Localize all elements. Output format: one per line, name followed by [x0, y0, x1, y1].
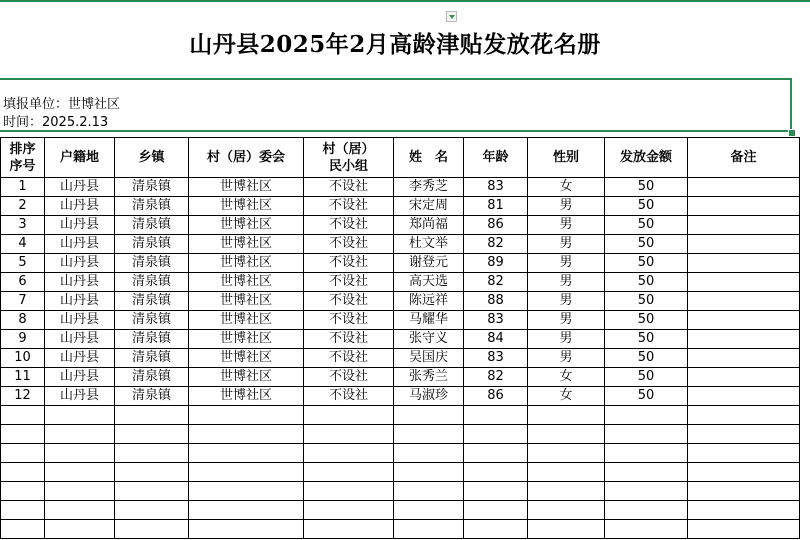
cell-seq[interactable]: 11 [1, 368, 45, 387]
cell-amount[interactable]: 50 [605, 387, 688, 406]
empty-cell[interactable] [304, 425, 394, 444]
empty-cell[interactable] [528, 482, 605, 501]
empty-cell[interactable] [394, 406, 464, 425]
empty-row [1, 425, 800, 444]
cell-township[interactable]: 清泉镇 [115, 254, 189, 273]
cell-villager-group[interactable]: 不设社 [304, 216, 394, 235]
empty-cell[interactable] [528, 520, 605, 539]
empty-cell[interactable] [304, 501, 394, 520]
empty-cell[interactable] [1, 406, 45, 425]
cell-household[interactable]: 山丹县 [45, 330, 115, 349]
cell-name[interactable]: 张秀兰 [394, 368, 464, 387]
empty-cell[interactable] [189, 520, 304, 539]
cell-seq[interactable]: 7 [1, 292, 45, 311]
cell-seq[interactable]: 12 [1, 387, 45, 406]
cell-seq[interactable]: 3 [1, 216, 45, 235]
empty-cell[interactable] [1, 520, 45, 539]
cell-name[interactable]: 李秀芝 [394, 178, 464, 197]
cell-household[interactable]: 山丹县 [45, 254, 115, 273]
cell-household[interactable]: 山丹县 [45, 197, 115, 216]
empty-cell[interactable] [688, 406, 800, 425]
cell-gender[interactable]: 男 [528, 216, 605, 235]
empty-row [1, 444, 800, 463]
cell-township[interactable]: 清泉镇 [115, 311, 189, 330]
cell-age[interactable]: 83 [464, 349, 528, 368]
cell-village-committee[interactable]: 世博社区 [189, 216, 304, 235]
cell-village-committee[interactable]: 世博社区 [189, 368, 304, 387]
reporting-unit-label: 填报单位：世博社区 [3, 97, 121, 112]
cell-seq[interactable]: 2 [1, 197, 45, 216]
empty-cell[interactable] [45, 444, 115, 463]
cell-remark[interactable] [688, 387, 800, 406]
cell-seq[interactable]: 5 [1, 254, 45, 273]
header-amount[interactable]: 发放金额 [605, 138, 688, 178]
cell-villager-group[interactable]: 不设社 [304, 349, 394, 368]
empty-cell[interactable] [1, 425, 45, 444]
cell-household[interactable]: 山丹县 [45, 349, 115, 368]
cell-village-committee[interactable]: 世博社区 [189, 254, 304, 273]
empty-cell[interactable] [688, 425, 800, 444]
empty-cell[interactable] [394, 463, 464, 482]
cell-household[interactable]: 山丹县 [45, 178, 115, 197]
cell-villager-group[interactable]: 不设社 [304, 368, 394, 387]
empty-cell[interactable] [528, 463, 605, 482]
empty-cell[interactable] [115, 444, 189, 463]
cell-age[interactable]: 86 [464, 387, 528, 406]
cell-name[interactable]: 陈远祥 [394, 292, 464, 311]
empty-row [1, 463, 800, 482]
header-row [1, 138, 800, 178]
cell-age[interactable]: 88 [464, 292, 528, 311]
table-row [1, 311, 800, 330]
cell-villager-group[interactable]: 不设社 [304, 387, 394, 406]
cell-household[interactable]: 山丹县 [45, 273, 115, 292]
cell-remark[interactable] [688, 216, 800, 235]
table-row [1, 292, 800, 311]
table-row [1, 216, 800, 235]
empty-cell[interactable] [189, 444, 304, 463]
empty-cell[interactable] [115, 463, 189, 482]
empty-cell[interactable] [394, 482, 464, 501]
cell-age[interactable]: 81 [464, 197, 528, 216]
empty-cell[interactable] [304, 520, 394, 539]
cell-age[interactable]: 84 [464, 330, 528, 349]
header-remark[interactable]: 备注 [688, 138, 800, 178]
cell-villager-group[interactable]: 不设社 [304, 178, 394, 197]
header-name[interactable]: 姓 名 [394, 138, 464, 178]
cell-township[interactable]: 清泉镇 [115, 349, 189, 368]
cell-villager-group[interactable]: 不设社 [304, 292, 394, 311]
cell-remark[interactable] [688, 235, 800, 254]
empty-cell[interactable] [688, 444, 800, 463]
empty-cell[interactable] [1, 463, 45, 482]
cell-age[interactable]: 83 [464, 178, 528, 197]
cell-age[interactable]: 82 [464, 368, 528, 387]
page-title: 山丹县2025年2月高龄津贴发放花名册 [189, 31, 601, 58]
cell-name[interactable]: 吴国庆 [394, 349, 464, 368]
cell-township[interactable]: 清泉镇 [115, 178, 189, 197]
header-township[interactable]: 乡镇 [115, 138, 189, 178]
empty-cell[interactable] [115, 482, 189, 501]
cell-household[interactable]: 山丹县 [45, 235, 115, 254]
cell-remark[interactable] [688, 197, 800, 216]
cell-villager-group[interactable]: 不设社 [304, 311, 394, 330]
cell-village-committee[interactable]: 世博社区 [189, 387, 304, 406]
cell-name[interactable]: 宋定周 [394, 197, 464, 216]
cell-gender[interactable]: 女 [528, 178, 605, 197]
empty-cell[interactable] [464, 406, 528, 425]
empty-cell[interactable] [394, 520, 464, 539]
empty-cell[interactable] [189, 406, 304, 425]
cell-gender[interactable]: 男 [528, 235, 605, 254]
empty-row [1, 406, 800, 425]
empty-cell[interactable] [189, 482, 304, 501]
empty-cell[interactable] [464, 444, 528, 463]
cell-age[interactable]: 83 [464, 311, 528, 330]
empty-cell[interactable] [464, 463, 528, 482]
cell-remark[interactable] [688, 330, 800, 349]
cell-amount[interactable]: 50 [605, 216, 688, 235]
cell-gender[interactable]: 男 [528, 311, 605, 330]
cell-amount[interactable]: 50 [605, 178, 688, 197]
cell-name[interactable]: 马淑珍 [394, 387, 464, 406]
cell-seq[interactable]: 8 [1, 311, 45, 330]
empty-cell[interactable] [528, 425, 605, 444]
empty-cell[interactable] [189, 501, 304, 520]
empty-cell[interactable] [45, 425, 115, 444]
empty-cell[interactable] [605, 501, 688, 520]
cell-township[interactable]: 清泉镇 [115, 330, 189, 349]
empty-cell[interactable] [304, 463, 394, 482]
cell-remark[interactable] [688, 254, 800, 273]
cell-seq[interactable]: 10 [1, 349, 45, 368]
empty-row [1, 501, 800, 520]
cell-seq[interactable]: 9 [1, 330, 45, 349]
cell-name[interactable]: 郑尚福 [394, 216, 464, 235]
cell-remark[interactable] [688, 178, 800, 197]
cell-remark[interactable] [688, 311, 800, 330]
empty-cell[interactable] [115, 520, 189, 539]
report-date-label: 时间：2025.2.13 [3, 115, 109, 130]
cell-remark[interactable] [688, 273, 800, 292]
cell-name[interactable]: 张守义 [394, 330, 464, 349]
cell-village-committee[interactable]: 世博社区 [189, 178, 304, 197]
empty-cell[interactable] [45, 406, 115, 425]
empty-cell[interactable] [528, 501, 605, 520]
cell-amount[interactable]: 50 [605, 273, 688, 292]
empty-cell[interactable] [304, 406, 394, 425]
header-village-committee[interactable]: 村（居）委会 [189, 138, 304, 178]
table-row [1, 197, 800, 216]
cell-amount[interactable]: 50 [605, 197, 688, 216]
cell-household[interactable]: 山丹县 [45, 216, 115, 235]
empty-cell[interactable] [688, 520, 800, 539]
cell-age[interactable]: 82 [464, 235, 528, 254]
fill-handle[interactable] [788, 129, 796, 137]
empty-cell[interactable] [394, 444, 464, 463]
empty-cell[interactable] [464, 520, 528, 539]
cell-household[interactable]: 山丹县 [45, 368, 115, 387]
cell-township[interactable]: 清泉镇 [115, 235, 189, 254]
empty-row [1, 520, 800, 539]
table-row [1, 387, 800, 406]
cell-amount[interactable]: 50 [605, 349, 688, 368]
empty-cell[interactable] [45, 501, 115, 520]
empty-cell[interactable] [45, 482, 115, 501]
cell-age[interactable]: 89 [464, 254, 528, 273]
sheet-top-border [0, 0, 810, 2]
table-row [1, 235, 800, 254]
cell-villager-group[interactable]: 不设社 [304, 235, 394, 254]
cell-villager-group[interactable]: 不设社 [304, 273, 394, 292]
empty-cell[interactable] [189, 425, 304, 444]
cell-gender[interactable]: 男 [528, 273, 605, 292]
empty-cell[interactable] [464, 501, 528, 520]
cell-amount[interactable]: 50 [605, 330, 688, 349]
cell-village-committee[interactable]: 世博社区 [189, 311, 304, 330]
cell-amount[interactable]: 50 [605, 254, 688, 273]
table-row [1, 368, 800, 387]
empty-cell[interactable] [45, 520, 115, 539]
roster-table [0, 137, 800, 539]
empty-cell[interactable] [394, 501, 464, 520]
empty-cell[interactable] [115, 406, 189, 425]
cell-villager-group[interactable]: 不设社 [304, 254, 394, 273]
header-gender[interactable]: 性别 [528, 138, 605, 178]
cell-remark[interactable] [688, 349, 800, 368]
cell-village-committee[interactable]: 世博社区 [189, 349, 304, 368]
empty-cell[interactable] [605, 444, 688, 463]
cell-amount[interactable]: 50 [605, 235, 688, 254]
empty-cell[interactable] [464, 425, 528, 444]
cell-village-committee[interactable]: 世博社区 [189, 197, 304, 216]
table-row [1, 178, 800, 197]
cell-township[interactable]: 清泉镇 [115, 197, 189, 216]
cell-household[interactable]: 山丹县 [45, 292, 115, 311]
cell-household[interactable]: 山丹县 [45, 387, 115, 406]
empty-cell[interactable] [189, 463, 304, 482]
cell-township[interactable]: 清泉镇 [115, 273, 189, 292]
empty-cell[interactable] [605, 482, 688, 501]
table-row [1, 349, 800, 368]
cell-household[interactable]: 山丹县 [45, 311, 115, 330]
empty-cell[interactable] [688, 482, 800, 501]
empty-cell[interactable] [394, 425, 464, 444]
filter-dropdown-icon[interactable] [446, 11, 457, 22]
cell-name[interactable]: 马耀华 [394, 311, 464, 330]
empty-cell[interactable] [1, 482, 45, 501]
cell-name[interactable]: 杜文举 [394, 235, 464, 254]
empty-cell[interactable] [45, 463, 115, 482]
cell-township[interactable]: 清泉镇 [115, 368, 189, 387]
cell-gender[interactable]: 男 [528, 292, 605, 311]
cell-seq[interactable]: 1 [1, 178, 45, 197]
cell-age[interactable]: 86 [464, 216, 528, 235]
header-age[interactable]: 年龄 [464, 138, 528, 178]
empty-cell[interactable] [688, 501, 800, 520]
table-row [1, 330, 800, 349]
cell-age[interactable]: 82 [464, 273, 528, 292]
cell-gender[interactable]: 男 [528, 330, 605, 349]
cell-remark[interactable] [688, 368, 800, 387]
empty-cell[interactable] [464, 482, 528, 501]
cell-village-committee[interactable]: 世博社区 [189, 235, 304, 254]
header-villager-group[interactable]: 村（居） 民小组 [304, 138, 394, 178]
empty-cell[interactable] [304, 444, 394, 463]
empty-cell[interactable] [1, 501, 45, 520]
empty-cell[interactable] [528, 444, 605, 463]
header-household[interactable]: 户籍地 [45, 138, 115, 178]
cell-village-committee[interactable]: 世博社区 [189, 330, 304, 349]
cell-village-committee[interactable]: 世博社区 [189, 292, 304, 311]
cell-amount[interactable]: 50 [605, 311, 688, 330]
empty-cell[interactable] [115, 425, 189, 444]
cell-gender[interactable]: 男 [528, 349, 605, 368]
empty-row [1, 482, 800, 501]
cell-gender[interactable]: 男 [528, 254, 605, 273]
table-row [1, 273, 800, 292]
info-cell-selected[interactable] [0, 78, 792, 132]
cell-name[interactable]: 高天选 [394, 273, 464, 292]
cell-gender[interactable]: 女 [528, 368, 605, 387]
empty-cell[interactable] [528, 406, 605, 425]
cell-village-committee[interactable]: 世博社区 [189, 273, 304, 292]
cell-seq[interactable]: 4 [1, 235, 45, 254]
cell-remark[interactable] [688, 292, 800, 311]
cell-township[interactable]: 清泉镇 [115, 292, 189, 311]
empty-cell[interactable] [605, 463, 688, 482]
cell-gender[interactable]: 男 [528, 197, 605, 216]
cell-seq[interactable]: 6 [1, 273, 45, 292]
cell-name[interactable]: 谢登元 [394, 254, 464, 273]
cell-township[interactable]: 清泉镇 [115, 216, 189, 235]
cell-amount[interactable]: 50 [605, 292, 688, 311]
cell-villager-group[interactable]: 不设社 [304, 330, 394, 349]
empty-cell[interactable] [605, 425, 688, 444]
empty-cell[interactable] [605, 520, 688, 539]
empty-cell[interactable] [688, 463, 800, 482]
cell-township[interactable]: 清泉镇 [115, 387, 189, 406]
empty-cell[interactable] [605, 406, 688, 425]
empty-cell[interactable] [1, 444, 45, 463]
header-seq[interactable]: 排序 序号 [1, 138, 45, 178]
table-row [1, 254, 800, 273]
empty-cell[interactable] [304, 482, 394, 501]
cell-villager-group[interactable]: 不设社 [304, 197, 394, 216]
empty-cell[interactable] [115, 501, 189, 520]
cell-gender[interactable]: 女 [528, 387, 605, 406]
cell-amount[interactable]: 50 [605, 368, 688, 387]
